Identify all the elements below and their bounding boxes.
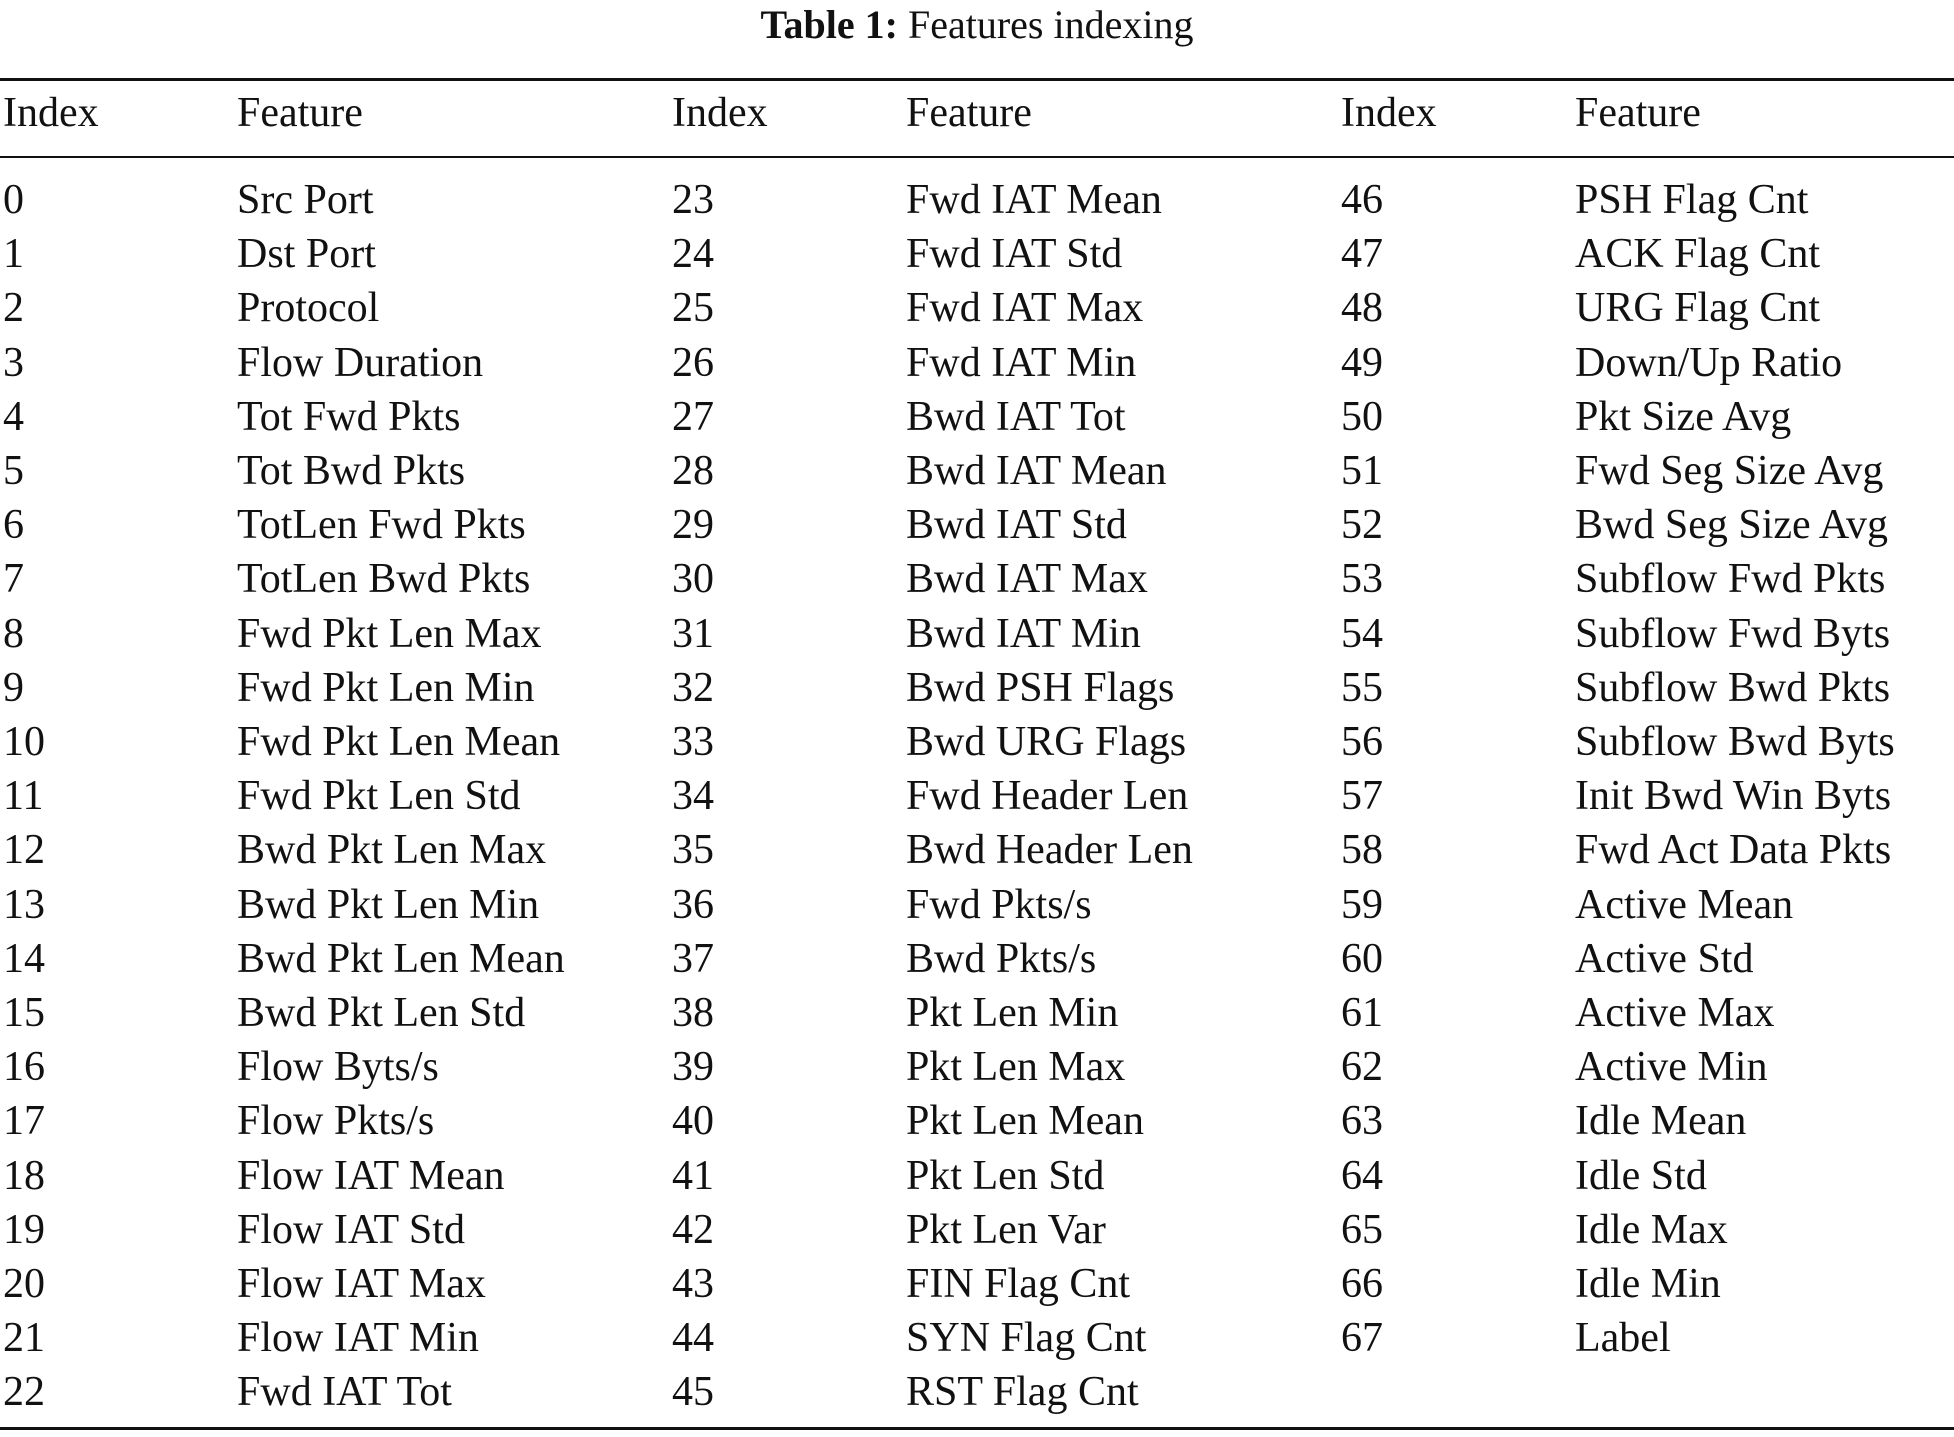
feature-cell: Subflow Bwd Pkts (1575, 664, 1891, 711)
feature-cell: Idle Max (1575, 1206, 1728, 1253)
index-cell: 55 (1341, 664, 1383, 711)
feature-cell: Flow Pkts/s (237, 1098, 435, 1145)
index-cell: 12 (3, 827, 45, 874)
feature-cell: Idle Min (1575, 1261, 1721, 1307)
feature-cell: Bwd IAT Max (906, 556, 1148, 603)
feature-cell: Fwd Pkt Len Mean (237, 719, 561, 765)
index-cell: 21 (3, 1315, 45, 1362)
feature-cell: Fwd Pkt Len Min (237, 664, 535, 711)
feature-cell: Pkt Len Max (906, 1044, 1126, 1091)
feature-cell: Bwd IAT Min (906, 610, 1141, 657)
feature-cell: Subflow Fwd Pkts (1575, 556, 1886, 603)
index-cell: 56 (1341, 719, 1383, 765)
feature-cell: Tot Bwd Pkts (237, 448, 466, 494)
index-cell: 20 (3, 1261, 45, 1307)
index-cell: 37 (672, 935, 714, 982)
feature-cell: FIN Flag Cnt (906, 1261, 1131, 1307)
feature-cell: Pkt Len Var (906, 1206, 1106, 1253)
index-cell: 67 (1341, 1315, 1383, 1362)
index-cell: 13 (3, 881, 45, 928)
index-cell: 17 (3, 1098, 45, 1145)
index-cell: 1 (3, 231, 24, 278)
feature-cell: Active Mean (1575, 881, 1794, 928)
feature-cell: Active Min (1575, 1044, 1768, 1091)
feature-cell: Pkt Size Avg (1575, 393, 1792, 440)
index-cell: 51 (1341, 448, 1383, 494)
header-feature-2: Feature (906, 90, 1032, 136)
index-cell: 18 (3, 1152, 45, 1199)
index-cell: 45 (672, 1369, 714, 1416)
index-cell: 61 (1341, 990, 1383, 1036)
feature-cell: Pkt Len Std (906, 1152, 1105, 1199)
feature-cell: Pkt Len Mean (906, 1098, 1144, 1145)
feature-cell: Fwd Act Data Pkts (1575, 827, 1892, 874)
index-cell: 24 (672, 231, 714, 278)
index-cell: 28 (672, 448, 714, 494)
index-cell: 31 (672, 610, 714, 657)
index-cell: 47 (1341, 231, 1383, 278)
index-cell: 0 (3, 177, 24, 223)
feature-cell: Fwd IAT Mean (906, 177, 1162, 223)
index-cell: 14 (3, 935, 45, 982)
index-cell: 23 (672, 177, 714, 223)
feature-cell: Subflow Bwd Byts (1575, 719, 1895, 765)
feature-cell: Fwd Header Len (906, 773, 1189, 820)
feature-cell: Label (1575, 1315, 1671, 1362)
index-cell: 7 (3, 556, 24, 603)
feature-cell: Fwd IAT Min (906, 339, 1137, 386)
index-cell: 44 (672, 1315, 714, 1362)
index-cell: 5 (3, 448, 24, 494)
index-cell: 4 (3, 393, 24, 440)
feature-cell: TotLen Bwd Pkts (237, 556, 531, 603)
feature-cell: Bwd IAT Mean (906, 448, 1167, 494)
index-cell: 32 (672, 664, 714, 711)
index-cell: 11 (3, 773, 44, 820)
index-cell: 36 (672, 881, 714, 928)
feature-cell: Bwd PSH Flags (906, 664, 1175, 711)
feature-cell: Flow IAT Max (237, 1261, 486, 1307)
feature-cell: Bwd Pkt Len Mean (237, 935, 565, 982)
feature-cell: Fwd IAT Max (906, 285, 1144, 332)
index-cell: 40 (672, 1098, 714, 1145)
feature-cell: Flow IAT Mean (237, 1152, 505, 1199)
feature-cell: Fwd Pkt Len Std (237, 773, 521, 820)
index-cell: 63 (1341, 1098, 1383, 1145)
index-cell: 48 (1341, 285, 1383, 332)
index-cell: 35 (672, 827, 714, 874)
index-cell: 26 (672, 339, 714, 386)
feature-cell: Fwd IAT Std (906, 231, 1123, 278)
index-cell: 42 (672, 1206, 714, 1253)
index-cell: 66 (1341, 1261, 1383, 1307)
feature-cell: PSH Flag Cnt (1575, 177, 1809, 223)
index-cell: 59 (1341, 881, 1383, 928)
caption-text: Features indexing (907, 2, 1194, 47)
index-cell: 8 (3, 610, 24, 657)
bottom-rule (0, 1427, 1954, 1430)
feature-cell: Bwd Seg Size Avg (1575, 502, 1889, 549)
index-cell: 25 (672, 285, 714, 332)
header-feature-1: Feature (237, 90, 363, 136)
index-cell: 46 (1341, 177, 1383, 223)
feature-cell: Src Port (237, 177, 374, 223)
header-index-3: Index (1341, 90, 1437, 136)
index-cell: 22 (3, 1369, 45, 1416)
feature-cell: Subflow Fwd Byts (1575, 610, 1891, 657)
feature-cell: Bwd Pkt Len Std (237, 990, 526, 1036)
index-cell: 62 (1341, 1044, 1383, 1091)
index-cell: 64 (1341, 1152, 1383, 1199)
feature-cell: Flow IAT Std (237, 1206, 465, 1253)
feature-cell: Protocol (237, 285, 380, 332)
feature-cell: Bwd Pkt Len Max (237, 827, 547, 874)
feature-cell: Flow Duration (237, 339, 484, 386)
index-cell: 29 (672, 502, 714, 549)
feature-cell: SYN Flag Cnt (906, 1315, 1147, 1362)
feature-cell: Active Std (1575, 935, 1754, 982)
feature-cell: Bwd Pkt Len Min (237, 881, 540, 928)
index-cell: 54 (1341, 610, 1383, 657)
top-rule (0, 78, 1954, 81)
feature-cell: URG Flag Cnt (1575, 285, 1821, 332)
feature-cell: Bwd IAT Std (906, 502, 1127, 549)
index-cell: 34 (672, 773, 714, 820)
index-cell: 2 (3, 285, 24, 332)
feature-cell: Down/Up Ratio (1575, 339, 1843, 386)
index-cell: 27 (672, 393, 714, 440)
feature-cell: Flow IAT Min (237, 1315, 479, 1362)
index-cell: 16 (3, 1044, 45, 1091)
feature-cell: Idle Std (1575, 1152, 1707, 1199)
header-index-1: Index (3, 90, 99, 136)
feature-cell: Init Bwd Win Byts (1575, 773, 1892, 820)
index-cell: 6 (3, 502, 24, 549)
header-feature-3: Feature (1575, 90, 1701, 136)
index-cell: 9 (3, 664, 24, 711)
feature-cell: Fwd Pkt Len Max (237, 610, 542, 657)
caption-label: Table 1: (760, 2, 898, 47)
feature-cell: ACK Flag Cnt (1575, 231, 1821, 278)
feature-cell: Tot Fwd Pkts (237, 393, 461, 440)
index-cell: 30 (672, 556, 714, 603)
index-cell: 57 (1341, 773, 1383, 820)
index-cell: 3 (3, 339, 24, 386)
feature-cell: Idle Mean (1575, 1098, 1747, 1145)
index-cell: 58 (1341, 827, 1383, 874)
feature-cell: TotLen Fwd Pkts (237, 502, 526, 549)
feature-cell: Pkt Len Min (906, 990, 1119, 1036)
feature-cell: Bwd IAT Tot (906, 393, 1126, 440)
feature-cell: Bwd URG Flags (906, 719, 1187, 765)
feature-cell: RST Flag Cnt (906, 1369, 1139, 1416)
index-cell: 43 (672, 1261, 714, 1307)
feature-cell: Fwd Seg Size Avg (1575, 448, 1884, 494)
index-cell: 33 (672, 719, 714, 765)
index-cell: 50 (1341, 393, 1383, 440)
feature-cell: Active Max (1575, 990, 1775, 1036)
feature-cell: Bwd Header Len (906, 827, 1193, 874)
index-cell: 38 (672, 990, 714, 1036)
feature-cell: Bwd Pkts/s (906, 935, 1097, 982)
feature-cell: Fwd IAT Tot (237, 1369, 452, 1416)
index-cell: 15 (3, 990, 45, 1036)
header-index-2: Index (672, 90, 768, 136)
index-cell: 39 (672, 1044, 714, 1091)
header-rule (0, 156, 1954, 158)
feature-cell: Dst Port (237, 231, 376, 278)
index-cell: 10 (3, 719, 45, 765)
index-cell: 60 (1341, 935, 1383, 982)
feature-cell: Flow Byts/s (237, 1044, 439, 1091)
index-cell: 49 (1341, 339, 1383, 386)
index-cell: 65 (1341, 1206, 1383, 1253)
feature-cell: Fwd Pkts/s (906, 881, 1092, 928)
table-caption (0, 2, 1954, 48)
index-cell: 52 (1341, 502, 1383, 549)
index-cell: 41 (672, 1152, 714, 1199)
index-cell: 19 (3, 1206, 45, 1253)
index-cell: 53 (1341, 556, 1383, 603)
